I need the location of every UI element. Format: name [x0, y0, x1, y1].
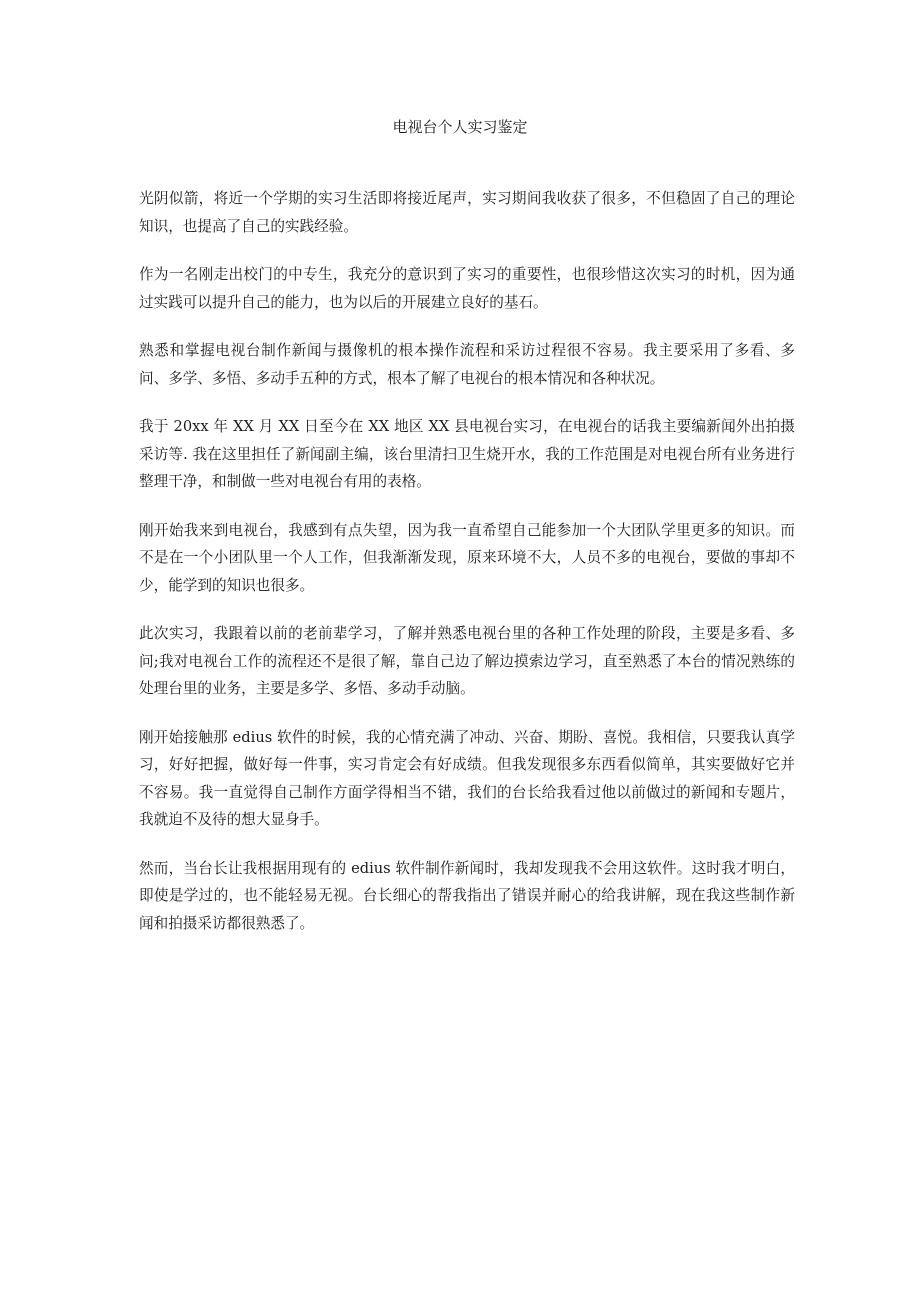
paragraph: 熟悉和掌握电视台制作新闻与摄像机的根本操作流程和采访过程很不容易。我主要采用了多看、多问、多学、多悟、多动手五种的方式，根本了解了电视台的根本情况和各种状况。 [139, 342, 795, 387]
paragraph: 刚开始我来到电视台，我感到有点失望，因为我一直希望自己能参加一个大团队学里更多的知识。而不是在一个小团队里一个人工作，但我渐渐发现，原来环境不大，人员不多的电视台，要做的事却不少，能学到的知识也很多。 [139, 521, 795, 594]
document-body [139, 185, 795, 958]
paragraph: 我于 20xx 年 XX 月 XX 日至今在 XX 地区 XX 县电视台实习，在电视台的话我主要编新闻外出拍摄采访等. 我在这里担任了新闻副主编，该台里清扫卫生烧开水，我的工作范围是对电视台所有业务进行整理干净，和制做一些对电视台有用的表格。 [139, 418, 795, 490]
paragraph: 然而，当台长让我根据用现有的 edius 软件制作新闻时，我却发现我不会用这软件。这时我才明白，即使是学过的，也不能轻易无视。台长细心的帮我指出了错误并耐心的给我讲解，现在我这些制作新闻和拍摄采访都很熟悉了。 [139, 859, 795, 932]
document-title: 电视台个人实习鉴定 [392, 118, 528, 136]
paragraph: 光阴似箭，将近一个学期的实习生活即将接近尾声，实习期间我收获了很多，不但稳固了自己的理论知识，也提高了自己的实践经验。 [139, 190, 795, 235]
paragraph: 此次实习，我跟着以前的老前辈学习，了解并熟悉电视台里的各种工作处理的阶段，主要是多看、多问;我对电视台工作的流程还不是很了解，靠自己边了解边摸索边学习，直至熟悉了本台的情况熟练的处理台里的业务，主要是多学、多悟、多动手动脑。 [139, 625, 795, 697]
paragraph: 作为一名刚走出校门的中专生，我充分的意识到了实习的重要性，也很珍惜这次实习的时机，因为通过实践可以提升自己的能力，也为以后的开展建立良好的基石。 [139, 266, 795, 311]
paragraph: 刚开始接触那 edius 软件的时候，我的心情充满了冲动、兴奋、期盼、喜悦。我相信，只要我认真学习，好好把握，做好每一件事，实习肯定会有好成绩。但我发现很多东西看似简单，其实要做好它并不容易。我一直觉得自己制作方面学得相当不错，我们的台长给我看过他以前做过的新闻和专题片，我就迫不及待的想大显身手。 [139, 728, 795, 828]
